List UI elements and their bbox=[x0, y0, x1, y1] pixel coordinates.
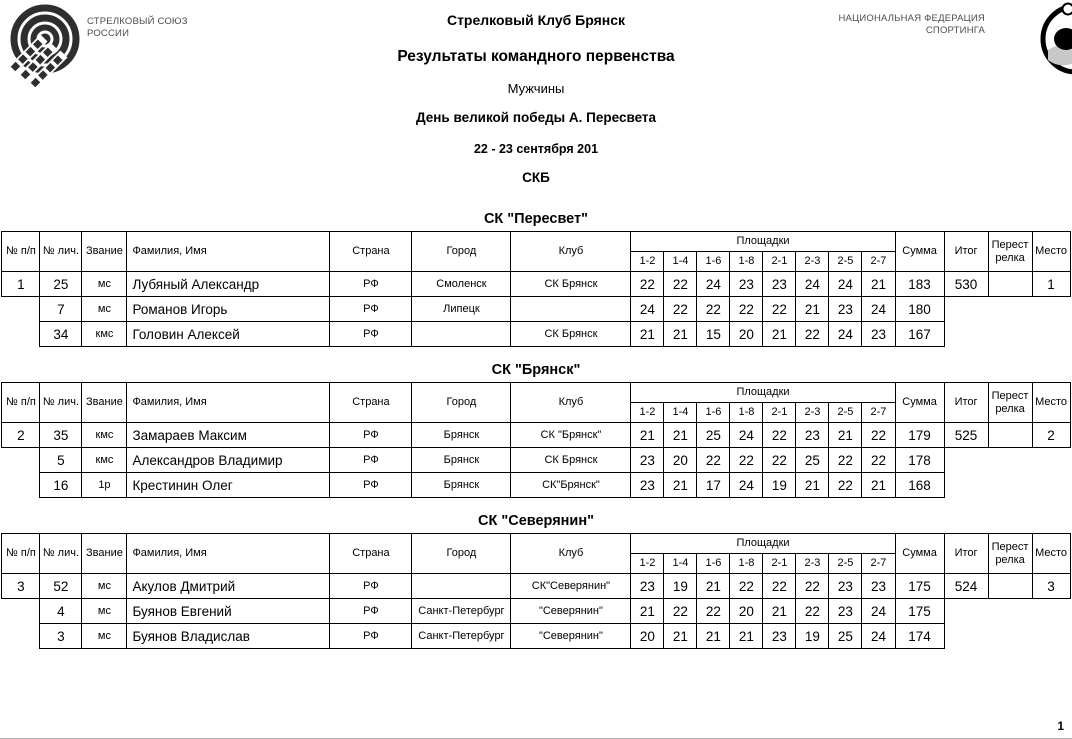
cell-score: 21 bbox=[631, 322, 664, 347]
cell-country: РФ bbox=[330, 473, 412, 498]
table-row bbox=[2, 272, 1070, 297]
cell-score: 21 bbox=[763, 599, 796, 624]
team-title: СК "Пересвет" bbox=[483, 211, 589, 227]
table-row bbox=[2, 423, 1070, 448]
col-header-stations-group: Площадки bbox=[631, 232, 895, 252]
col-header-station: 2-1 bbox=[763, 252, 796, 272]
cell-country: РФ bbox=[330, 322, 412, 347]
cell-score: 22 bbox=[829, 473, 862, 498]
col-header-station: 1-2 bbox=[631, 252, 664, 272]
cell-score: 23 bbox=[631, 574, 664, 599]
cell-score: 25 bbox=[796, 448, 829, 473]
cell-empty bbox=[988, 624, 1032, 649]
col-header-station: 1-4 bbox=[664, 554, 697, 574]
col-header-station: 2-7 bbox=[862, 403, 895, 423]
page-number: 1 bbox=[1057, 719, 1064, 733]
col-header-station: 1-2 bbox=[631, 403, 664, 423]
cell-place: 2 bbox=[1032, 423, 1070, 448]
cell-score: 21 bbox=[631, 599, 664, 624]
col-header-station: 1-6 bbox=[697, 252, 730, 272]
col-header-country: Страна bbox=[330, 383, 412, 423]
cell-team-number: 1 bbox=[2, 272, 40, 297]
right-org-line1: НАЦИОНАЛЬНАЯ ФЕДЕРАЦИЯ bbox=[838, 13, 985, 24]
cell-club: СК"Северянин" bbox=[511, 574, 631, 599]
cell-place: 1 bbox=[1032, 272, 1070, 297]
category-label: Мужчины bbox=[507, 81, 565, 96]
col-header-total: Итог bbox=[944, 383, 988, 423]
cell-score: 20 bbox=[730, 599, 763, 624]
cell-empty bbox=[944, 599, 988, 624]
cell-score: 21 bbox=[862, 272, 895, 297]
cell-score: 22 bbox=[730, 297, 763, 322]
cell-sum: 183 bbox=[895, 272, 944, 297]
team-results-table bbox=[1, 382, 1070, 498]
cell-country: РФ bbox=[330, 574, 412, 599]
cell-shootoff bbox=[988, 574, 1032, 599]
right-org-name bbox=[839, 13, 986, 37]
table-row bbox=[2, 599, 1070, 624]
cell-shooter-number: 4 bbox=[40, 599, 82, 624]
cell-score: 23 bbox=[796, 423, 829, 448]
cell-name: Акулов Дмитрий bbox=[127, 574, 330, 599]
col-header-station: 1-8 bbox=[730, 554, 763, 574]
cell-score: 22 bbox=[796, 599, 829, 624]
cell-score: 20 bbox=[664, 448, 697, 473]
col-header-total: Итог bbox=[944, 232, 988, 272]
cell-empty bbox=[2, 448, 40, 473]
cell-score: 23 bbox=[763, 272, 796, 297]
team-section bbox=[0, 211, 1072, 347]
cell-score: 23 bbox=[829, 599, 862, 624]
cell-score: 21 bbox=[664, 473, 697, 498]
cell-empty bbox=[988, 448, 1032, 473]
col-header-station: 2-3 bbox=[796, 252, 829, 272]
col-header-place: Место bbox=[1032, 534, 1070, 574]
cell-score: 22 bbox=[796, 574, 829, 599]
cell-empty bbox=[2, 624, 40, 649]
col-header-total: Итог bbox=[944, 534, 988, 574]
cell-name: Замараев Максим bbox=[127, 423, 330, 448]
cell-score: 21 bbox=[862, 473, 895, 498]
cell-total: 524 bbox=[944, 574, 988, 599]
cell-empty bbox=[1032, 448, 1070, 473]
cell-name: Крестинин Олег bbox=[127, 473, 330, 498]
cell-sum: 167 bbox=[895, 322, 944, 347]
cell-team-number: 2 bbox=[2, 423, 40, 448]
cell-name: Лубяный Александр bbox=[127, 272, 330, 297]
table-row bbox=[2, 448, 1070, 473]
col-header-station: 2-5 bbox=[829, 252, 862, 272]
cell-score: 21 bbox=[697, 624, 730, 649]
shooting-union-logo-icon bbox=[6, 4, 84, 88]
cell-rank: мс bbox=[82, 272, 127, 297]
left-org-name bbox=[87, 16, 188, 40]
cell-city: Санкт-Петербург bbox=[412, 624, 511, 649]
cell-sum: 179 bbox=[895, 423, 944, 448]
cell-score: 21 bbox=[664, 624, 697, 649]
cell-score: 22 bbox=[862, 423, 895, 448]
col-header-station: 2-7 bbox=[862, 554, 895, 574]
cell-score: 24 bbox=[829, 272, 862, 297]
cell-rank: 1р bbox=[82, 473, 127, 498]
cell-score: 23 bbox=[862, 574, 895, 599]
col-header-shooter-number: № лич. bbox=[40, 383, 82, 423]
cell-shooter-number: 3 bbox=[40, 624, 82, 649]
cell-shooter-number: 5 bbox=[40, 448, 82, 473]
cell-club: "Северянин" bbox=[511, 599, 631, 624]
cell-city: Смоленск bbox=[412, 272, 511, 297]
col-header-station: 1-2 bbox=[631, 554, 664, 574]
cell-score: 19 bbox=[664, 574, 697, 599]
cell-name: Романов Игорь bbox=[127, 297, 330, 322]
cell-score: 22 bbox=[763, 574, 796, 599]
col-header-rank: Звание bbox=[82, 383, 127, 423]
cell-sum: 175 bbox=[895, 599, 944, 624]
cell-empty bbox=[944, 322, 988, 347]
cell-total: 530 bbox=[944, 272, 988, 297]
col-header-sum: Сумма bbox=[895, 232, 944, 272]
cell-club: СК Брянск bbox=[511, 272, 631, 297]
cell-place: 3 bbox=[1032, 574, 1070, 599]
cell-score: 23 bbox=[631, 448, 664, 473]
col-header-city: Город bbox=[412, 232, 511, 272]
cell-score: 22 bbox=[664, 599, 697, 624]
team-section bbox=[0, 362, 1072, 498]
cell-score: 22 bbox=[763, 448, 796, 473]
cell-shooter-number: 7 bbox=[40, 297, 82, 322]
col-header-place: Место bbox=[1032, 383, 1070, 423]
cell-score: 24 bbox=[730, 423, 763, 448]
team-results-table bbox=[1, 231, 1070, 347]
col-header-station: 1-4 bbox=[664, 252, 697, 272]
cell-score: 22 bbox=[697, 448, 730, 473]
cell-rank: мс bbox=[82, 624, 127, 649]
cell-rank: мс bbox=[82, 599, 127, 624]
cell-rank: кмс bbox=[82, 423, 127, 448]
cell-sum: 178 bbox=[895, 448, 944, 473]
col-header-station: 1-4 bbox=[664, 403, 697, 423]
cell-shooter-number: 34 bbox=[40, 322, 82, 347]
cell-empty bbox=[988, 322, 1032, 347]
col-header-team-number: № п/п bbox=[2, 534, 40, 574]
document-subtitle: Результаты командного первенства bbox=[397, 48, 675, 65]
col-header-stations-group: Площадки bbox=[631, 534, 895, 554]
cell-score: 22 bbox=[796, 322, 829, 347]
team-results-list bbox=[0, 211, 1072, 649]
cell-sum: 168 bbox=[895, 473, 944, 498]
cell-country: РФ bbox=[330, 423, 412, 448]
cell-score: 22 bbox=[730, 448, 763, 473]
cell-country: РФ bbox=[330, 272, 412, 297]
cell-city: Липецк bbox=[412, 297, 511, 322]
cell-empty bbox=[944, 473, 988, 498]
cell-name: Буянов Евгений bbox=[127, 599, 330, 624]
cell-score: 21 bbox=[631, 423, 664, 448]
col-header-name: Фамилия, Имя bbox=[127, 383, 330, 423]
cell-score: 22 bbox=[697, 297, 730, 322]
cell-city: Санкт-Петербург bbox=[412, 599, 511, 624]
cell-country: РФ bbox=[330, 624, 412, 649]
col-header-club: Клуб bbox=[511, 383, 631, 423]
left-org-line2: РОССИИ bbox=[87, 27, 130, 39]
cell-score: 24 bbox=[829, 322, 862, 347]
cell-city: Брянск bbox=[412, 473, 511, 498]
cell-score: 22 bbox=[697, 599, 730, 624]
cell-score: 20 bbox=[730, 322, 763, 347]
col-header-station: 2-1 bbox=[763, 403, 796, 423]
cell-score: 24 bbox=[862, 297, 895, 322]
col-header-station: 1-8 bbox=[730, 403, 763, 423]
cell-sum: 175 bbox=[895, 574, 944, 599]
cell-shooter-number: 25 bbox=[40, 272, 82, 297]
left-org-line1: СТРЕЛКОВЫЙ СОЮЗ bbox=[87, 16, 188, 27]
cell-shootoff bbox=[988, 423, 1032, 448]
cell-empty bbox=[988, 297, 1032, 322]
cell-score: 21 bbox=[796, 297, 829, 322]
col-header-city: Город bbox=[412, 534, 511, 574]
col-header-station: 2-3 bbox=[796, 554, 829, 574]
cell-rank: мс bbox=[82, 297, 127, 322]
col-header-name: Фамилия, Имя bbox=[127, 534, 330, 574]
team-section bbox=[0, 513, 1072, 649]
col-header-station: 2-7 bbox=[862, 252, 895, 272]
cell-empty bbox=[988, 599, 1032, 624]
cell-team-number: 3 bbox=[2, 574, 40, 599]
cell-empty bbox=[2, 599, 40, 624]
col-header-club: Клуб bbox=[511, 534, 631, 574]
cell-score: 21 bbox=[829, 423, 862, 448]
cell-score: 22 bbox=[862, 448, 895, 473]
cell-empty bbox=[2, 322, 40, 347]
cell-empty bbox=[944, 448, 988, 473]
cell-empty bbox=[944, 624, 988, 649]
col-header-sum: Сумма bbox=[895, 534, 944, 574]
cell-score: 24 bbox=[796, 272, 829, 297]
cell-score: 19 bbox=[796, 624, 829, 649]
cell-score: 24 bbox=[862, 624, 895, 649]
cell-score: 24 bbox=[862, 599, 895, 624]
cell-sum: 180 bbox=[895, 297, 944, 322]
col-header-country: Страна bbox=[330, 232, 412, 272]
table-row bbox=[2, 322, 1070, 347]
cell-club: СК Брянск bbox=[511, 448, 631, 473]
table-row bbox=[2, 473, 1070, 498]
document-title: Стрелковый Клуб Брянск bbox=[446, 12, 626, 28]
cell-name: Александров Владимир bbox=[127, 448, 330, 473]
col-header-station: 1-6 bbox=[697, 554, 730, 574]
cell-score: 21 bbox=[730, 624, 763, 649]
cell-score: 24 bbox=[631, 297, 664, 322]
cell-empty bbox=[988, 473, 1032, 498]
cell-score: 24 bbox=[697, 272, 730, 297]
cell-club: СК "Брянск" bbox=[511, 423, 631, 448]
cell-score: 23 bbox=[862, 322, 895, 347]
cell-empty bbox=[2, 473, 40, 498]
cell-country: РФ bbox=[330, 599, 412, 624]
cell-shootoff bbox=[988, 272, 1032, 297]
col-header-station: 2-5 bbox=[829, 403, 862, 423]
cell-score: 23 bbox=[763, 624, 796, 649]
cell-empty bbox=[1032, 322, 1070, 347]
cell-name: Головин Алексей bbox=[127, 322, 330, 347]
cell-shooter-number: 52 bbox=[40, 574, 82, 599]
sporting-federation-logo-icon bbox=[1038, 2, 1072, 80]
cell-empty bbox=[1032, 624, 1070, 649]
cell-club: СК"Брянск" bbox=[511, 473, 631, 498]
team-title: СК "Брянск" bbox=[491, 362, 581, 378]
cell-score: 15 bbox=[697, 322, 730, 347]
cell-score: 23 bbox=[631, 473, 664, 498]
venue-label: СКБ bbox=[522, 170, 550, 185]
cell-score: 19 bbox=[763, 473, 796, 498]
cell-rank: кмс bbox=[82, 322, 127, 347]
col-header-country: Страна bbox=[330, 534, 412, 574]
col-header-sum: Сумма bbox=[895, 383, 944, 423]
cell-total: 525 bbox=[944, 423, 988, 448]
event-title: День великой победы А. Пересвета bbox=[415, 110, 657, 125]
cell-score: 22 bbox=[763, 297, 796, 322]
col-header-rank: Звание bbox=[82, 232, 127, 272]
event-dates: 22 - 23 сентября 201 bbox=[473, 142, 599, 156]
cell-score: 22 bbox=[730, 574, 763, 599]
cell-rank: кмс bbox=[82, 448, 127, 473]
cell-sum: 174 bbox=[895, 624, 944, 649]
cell-city bbox=[412, 322, 511, 347]
cell-score: 23 bbox=[829, 574, 862, 599]
col-header-shootoff: Перест релка bbox=[988, 534, 1032, 574]
cell-country: РФ bbox=[330, 448, 412, 473]
cell-score: 25 bbox=[829, 624, 862, 649]
cell-score: 21 bbox=[664, 423, 697, 448]
col-header-rank: Звание bbox=[82, 534, 127, 574]
cell-score: 25 bbox=[697, 423, 730, 448]
cell-score: 22 bbox=[664, 272, 697, 297]
table-row bbox=[2, 574, 1070, 599]
col-header-team-number: № п/п bbox=[2, 383, 40, 423]
cell-empty bbox=[1032, 297, 1070, 322]
cell-club: "Северянин" bbox=[511, 624, 631, 649]
cell-rank: мс bbox=[82, 574, 127, 599]
col-header-name: Фамилия, Имя bbox=[127, 232, 330, 272]
col-header-station: 2-5 bbox=[829, 554, 862, 574]
col-header-station: 1-8 bbox=[730, 252, 763, 272]
cell-score: 22 bbox=[631, 272, 664, 297]
cell-score: 21 bbox=[664, 322, 697, 347]
cell-empty bbox=[1032, 599, 1070, 624]
cell-city: Брянск bbox=[412, 448, 511, 473]
cell-empty bbox=[944, 297, 988, 322]
col-header-shootoff: Перест релка bbox=[988, 232, 1032, 272]
cell-score: 23 bbox=[730, 272, 763, 297]
right-org-line2: СПОРТИНГА bbox=[925, 24, 985, 36]
col-header-station: 2-3 bbox=[796, 403, 829, 423]
team-title: СК "Северянин" bbox=[478, 513, 594, 529]
cell-country: РФ bbox=[330, 297, 412, 322]
col-header-place: Место bbox=[1032, 232, 1070, 272]
team-results-table bbox=[1, 533, 1070, 649]
col-header-shooter-number: № лич. bbox=[40, 534, 82, 574]
cell-shooter-number: 16 bbox=[40, 473, 82, 498]
cell-club: СК Брянск bbox=[511, 322, 631, 347]
col-header-shooter-number: № лич. bbox=[40, 232, 82, 272]
col-header-station: 1-6 bbox=[697, 403, 730, 423]
cell-city: Брянск bbox=[412, 423, 511, 448]
cell-score: 21 bbox=[763, 322, 796, 347]
table-row bbox=[2, 624, 1070, 649]
cell-score: 21 bbox=[697, 574, 730, 599]
cell-shooter-number: 35 bbox=[40, 423, 82, 448]
cell-name: Буянов Владислав bbox=[127, 624, 330, 649]
table-row bbox=[2, 297, 1070, 322]
cell-score: 22 bbox=[763, 423, 796, 448]
col-header-club: Клуб bbox=[511, 232, 631, 272]
cell-score: 23 bbox=[829, 297, 862, 322]
col-header-shootoff: Перест релка bbox=[988, 383, 1032, 423]
cell-city bbox=[412, 574, 511, 599]
cell-score: 24 bbox=[730, 473, 763, 498]
cell-score: 22 bbox=[829, 448, 862, 473]
cell-score: 21 bbox=[796, 473, 829, 498]
col-header-team-number: № п/п bbox=[2, 232, 40, 272]
cell-empty bbox=[1032, 473, 1070, 498]
col-header-city: Город bbox=[412, 383, 511, 423]
cell-club bbox=[511, 297, 631, 322]
cell-score: 22 bbox=[664, 297, 697, 322]
col-header-stations-group: Площадки bbox=[631, 383, 895, 403]
col-header-station: 2-1 bbox=[763, 554, 796, 574]
cell-empty bbox=[2, 297, 40, 322]
cell-score: 17 bbox=[697, 473, 730, 498]
cell-score: 20 bbox=[631, 624, 664, 649]
